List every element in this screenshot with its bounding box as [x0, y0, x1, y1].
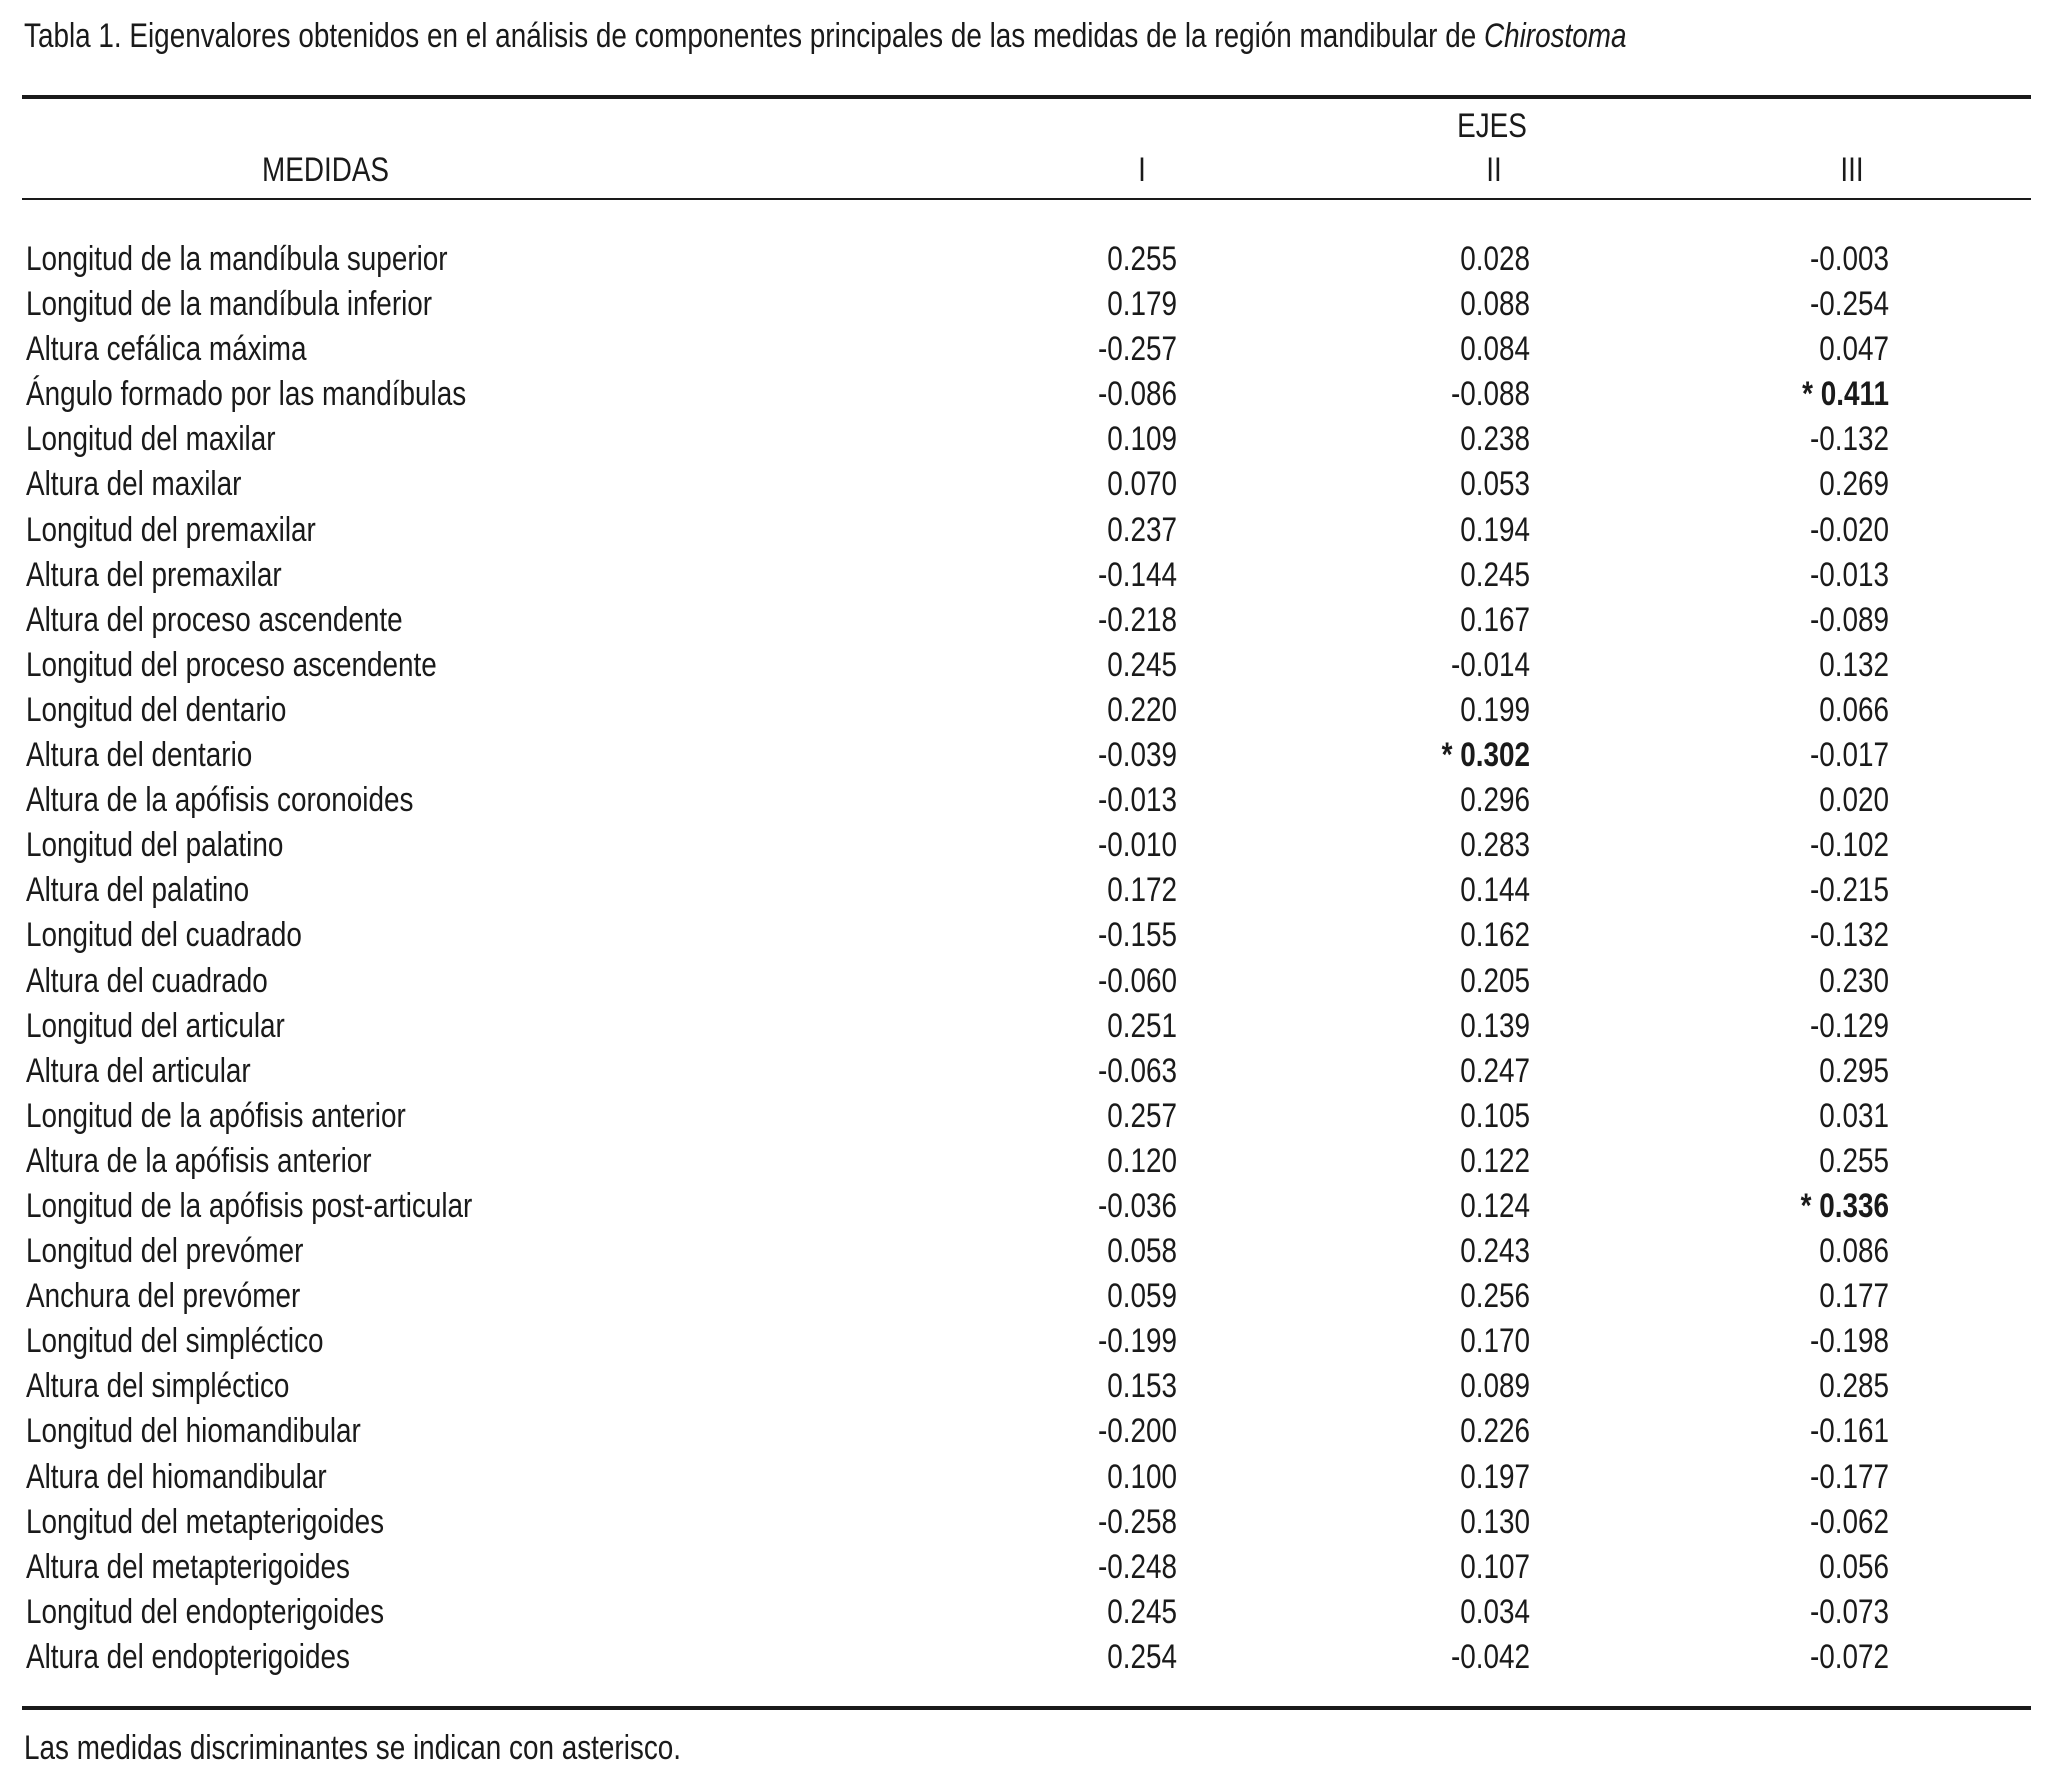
- row-value-axis-3: -0.062: [1809, 1502, 1889, 1541]
- table-row: [0, 733, 2052, 778]
- row-value-axis-2: 0.130: [1460, 1502, 1530, 1541]
- header-axis-1: I: [1138, 151, 1146, 189]
- row-label: Longitud del premaxilar: [26, 510, 316, 549]
- row-value-axis-2: 0.205: [1460, 961, 1530, 1000]
- row-value-axis-2: -0.042: [1450, 1637, 1530, 1676]
- row-value-axis-3: -0.102: [1809, 826, 1889, 865]
- row-value-axis-1: -0.200: [1097, 1412, 1177, 1451]
- table-row: [0, 462, 2052, 507]
- row-label: Longitud del hiomandibular: [26, 1412, 361, 1451]
- row-value-axis-2: 0.162: [1460, 916, 1530, 955]
- row-value-axis-1: -0.218: [1097, 600, 1177, 639]
- row-value-axis-3: -0.132: [1809, 916, 1889, 955]
- row-label: Longitud del palatino: [26, 826, 284, 865]
- table-row: [0, 688, 2052, 733]
- row-value-axis-1: -0.257: [1097, 330, 1177, 369]
- row-value-axis-2: 0.226: [1460, 1412, 1530, 1451]
- row-label: Longitud de la apófisis post-articular: [26, 1186, 473, 1225]
- row-value-axis-3: -0.198: [1809, 1322, 1889, 1361]
- table-row: [0, 1500, 2052, 1545]
- row-value-axis-2: 0.088: [1460, 285, 1530, 324]
- row-value-axis-3: 0.047: [1819, 330, 1889, 369]
- table-row: [0, 959, 2052, 1004]
- row-label: Longitud del prevómer: [26, 1232, 304, 1271]
- table-row: [0, 553, 2052, 598]
- row-label: Longitud del metapterigoides: [26, 1502, 385, 1541]
- row-value-axis-3: * 0.411: [1802, 375, 1889, 414]
- table-row: [0, 868, 2052, 913]
- row-label: Altura del maxilar: [26, 465, 242, 504]
- row-value-axis-2: 0.028: [1460, 240, 1530, 278]
- table-row: [0, 417, 2052, 462]
- row-label: Ángulo formado por las mandíbulas: [26, 375, 467, 414]
- table-row: [0, 1319, 2052, 1364]
- row-value-axis-1: -0.086: [1097, 375, 1177, 414]
- row-value-axis-1: -0.060: [1097, 961, 1177, 1000]
- table-row: [0, 327, 2052, 372]
- bottom-rule: [22, 1706, 2031, 1710]
- row-label: Longitud de la apófisis anterior: [26, 1096, 406, 1135]
- row-value-axis-1: 0.254: [1107, 1637, 1177, 1676]
- table-row: [0, 913, 2052, 958]
- table-caption: [24, 12, 1627, 60]
- table-row: [0, 1635, 2052, 1680]
- row-value-axis-3: 0.255: [1819, 1141, 1889, 1180]
- row-value-axis-3: 0.177: [1819, 1277, 1889, 1316]
- caption-genus: Chirostoma: [1483, 17, 1627, 55]
- table-footnote: Las medidas discriminantes se indican con asterisco.: [24, 1729, 682, 1767]
- row-value-axis-2: 0.283: [1460, 826, 1530, 865]
- row-value-axis-3: -0.177: [1809, 1457, 1889, 1496]
- row-value-axis-2: 0.197: [1460, 1457, 1530, 1496]
- row-value-axis-3: 0.031: [1819, 1096, 1889, 1135]
- row-value-axis-1: 0.120: [1107, 1141, 1177, 1180]
- row-value-axis-2: -0.088: [1450, 375, 1530, 414]
- row-value-axis-2: 0.167: [1460, 600, 1530, 639]
- row-value-axis-2: 0.053: [1460, 465, 1530, 504]
- row-value-axis-3: -0.089: [1809, 600, 1889, 639]
- row-value-axis-2: 0.107: [1460, 1547, 1530, 1586]
- header-rule: [22, 198, 2031, 200]
- row-value-axis-3: -0.215: [1809, 871, 1889, 910]
- row-value-axis-1: 0.251: [1107, 1006, 1177, 1045]
- row-label: Altura del endopterigoides: [26, 1637, 350, 1676]
- row-label: Anchura del prevómer: [26, 1277, 301, 1316]
- row-value-axis-3: 0.230: [1819, 961, 1889, 1000]
- table-body: [0, 237, 2052, 1680]
- row-label: Altura del premaxilar: [26, 555, 282, 594]
- row-label: Altura del proceso ascendente: [26, 600, 403, 639]
- header-axes: EJES: [1457, 107, 1527, 145]
- row-value-axis-1: 0.172: [1107, 871, 1177, 910]
- row-value-axis-3: 0.285: [1819, 1367, 1889, 1406]
- row-value-axis-1: -0.258: [1097, 1502, 1177, 1541]
- row-value-axis-1: 0.100: [1107, 1457, 1177, 1496]
- row-label: Altura del hiomandibular: [26, 1457, 327, 1496]
- table-row: [0, 778, 2052, 823]
- row-value-axis-2: 0.122: [1460, 1141, 1530, 1180]
- row-value-axis-3: -0.129: [1809, 1006, 1889, 1045]
- row-value-axis-2: 0.199: [1460, 690, 1530, 729]
- table-row: [0, 1229, 2052, 1274]
- row-value-axis-3: -0.073: [1809, 1592, 1889, 1631]
- row-value-axis-3: -0.017: [1809, 736, 1889, 775]
- header-axis-2: II: [1486, 151, 1502, 189]
- row-value-axis-3: 0.056: [1819, 1547, 1889, 1586]
- row-value-axis-2: 0.170: [1460, 1322, 1530, 1361]
- row-label: Longitud del simpléctico: [26, 1322, 324, 1361]
- row-value-axis-3: -0.072: [1809, 1637, 1889, 1676]
- row-value-axis-3: 0.132: [1819, 645, 1889, 684]
- row-value-axis-2: 0.124: [1460, 1186, 1530, 1225]
- row-value-axis-3: 0.066: [1819, 690, 1889, 729]
- table-row: [0, 508, 2052, 553]
- table-row: [0, 1049, 2052, 1094]
- row-label: Longitud del articular: [26, 1006, 285, 1045]
- row-label: Longitud del endopterigoides: [26, 1592, 385, 1631]
- row-label: Longitud del proceso ascendente: [26, 645, 437, 684]
- row-value-axis-3: -0.132: [1809, 420, 1889, 459]
- row-value-axis-1: 0.179: [1107, 285, 1177, 324]
- row-value-axis-1: -0.063: [1097, 1051, 1177, 1090]
- row-label: Longitud del maxilar: [26, 420, 276, 459]
- row-value-axis-2: 0.034: [1460, 1592, 1530, 1631]
- row-label: Longitud de la mandíbula superior: [26, 240, 448, 278]
- row-label: Altura del dentario: [26, 736, 253, 775]
- row-value-axis-1: -0.039: [1097, 736, 1177, 775]
- row-value-axis-1: 0.059: [1107, 1277, 1177, 1316]
- table-row: [0, 1364, 2052, 1409]
- table-row: [0, 1274, 2052, 1319]
- table-row: [0, 1094, 2052, 1139]
- top-rule: [22, 95, 2031, 99]
- caption-text: Tabla 1. Eigenvalores obtenidos en el análisis de componentes principales de las medidas de la región mandibular de: [24, 17, 1484, 55]
- row-label: Longitud del cuadrado: [26, 916, 302, 955]
- row-value-axis-1: -0.036: [1097, 1186, 1177, 1225]
- row-label: Altura del palatino: [26, 871, 250, 910]
- row-value-axis-2: 0.247: [1460, 1051, 1530, 1090]
- row-value-axis-3: -0.254: [1809, 285, 1889, 324]
- row-value-axis-1: 0.153: [1107, 1367, 1177, 1406]
- row-value-axis-2: 0.243: [1460, 1232, 1530, 1271]
- row-value-axis-1: 0.245: [1107, 1592, 1177, 1631]
- row-value-axis-3: * 0.336: [1800, 1186, 1889, 1225]
- table-row: [0, 1590, 2052, 1635]
- row-value-axis-2: 0.256: [1460, 1277, 1530, 1316]
- row-value-axis-2: 0.139: [1460, 1006, 1530, 1045]
- table-row: [0, 1004, 2052, 1049]
- header-axis-3: III: [1840, 151, 1864, 189]
- header-measures: MEDIDAS: [262, 151, 390, 189]
- row-label: Altura de la apófisis coronoides: [26, 781, 414, 820]
- row-value-axis-2: -0.014: [1450, 645, 1530, 684]
- row-value-axis-2: 0.238: [1460, 420, 1530, 459]
- row-label: Longitud del dentario: [26, 690, 287, 729]
- row-value-axis-3: 0.295: [1819, 1051, 1889, 1090]
- table-row: [0, 237, 2052, 282]
- table-row: [0, 1409, 2052, 1454]
- row-value-axis-2: 0.084: [1460, 330, 1530, 369]
- row-value-axis-3: 0.269: [1819, 465, 1889, 504]
- row-label: Altura del metapterigoides: [26, 1547, 350, 1586]
- row-value-axis-1: 0.070: [1107, 465, 1177, 504]
- row-label: Altura del articular: [26, 1051, 251, 1090]
- row-value-axis-1: -0.248: [1097, 1547, 1177, 1586]
- row-value-axis-1: -0.010: [1097, 826, 1177, 865]
- row-value-axis-1: -0.013: [1097, 781, 1177, 820]
- row-label: Altura del simpléctico: [26, 1367, 290, 1406]
- row-value-axis-1: -0.199: [1097, 1322, 1177, 1361]
- row-value-axis-3: 0.020: [1819, 781, 1889, 820]
- row-value-axis-2: 0.144: [1460, 871, 1530, 910]
- row-value-axis-3: -0.161: [1809, 1412, 1889, 1451]
- row-value-axis-1: 0.220: [1107, 690, 1177, 729]
- table-row: [0, 372, 2052, 417]
- table-row: [0, 282, 2052, 327]
- table-row: [0, 1455, 2052, 1500]
- table-row: [0, 1184, 2052, 1229]
- row-value-axis-1: 0.237: [1107, 510, 1177, 549]
- table-row: [0, 1139, 2052, 1184]
- row-value-axis-1: 0.058: [1107, 1232, 1177, 1271]
- row-value-axis-1: 0.109: [1107, 420, 1177, 459]
- row-value-axis-1: 0.245: [1107, 645, 1177, 684]
- row-value-axis-2: 0.194: [1460, 510, 1530, 549]
- row-value-axis-3: -0.020: [1809, 510, 1889, 549]
- table-row: [0, 643, 2052, 688]
- row-value-axis-2: 0.089: [1460, 1367, 1530, 1406]
- row-value-axis-3: 0.086: [1819, 1232, 1889, 1271]
- row-value-axis-2: 0.296: [1460, 781, 1530, 820]
- row-value-axis-1: -0.144: [1097, 555, 1177, 594]
- row-value-axis-1: 0.255: [1107, 240, 1177, 278]
- row-value-axis-1: -0.155: [1097, 916, 1177, 955]
- table-row: [0, 598, 2052, 643]
- row-value-axis-3: -0.003: [1809, 240, 1889, 278]
- row-value-axis-1: 0.257: [1107, 1096, 1177, 1135]
- row-label: Altura de la apófisis anterior: [26, 1141, 372, 1180]
- row-label: Altura cefálica máxima: [26, 330, 307, 369]
- row-value-axis-2: 0.105: [1460, 1096, 1530, 1135]
- table-row: [0, 1545, 2052, 1590]
- row-value-axis-3: -0.013: [1809, 555, 1889, 594]
- row-value-axis-2: * 0.302: [1441, 736, 1530, 775]
- row-label: Longitud de la mandíbula inferior: [26, 285, 433, 324]
- row-label: Altura del cuadrado: [26, 961, 268, 1000]
- table-row: [0, 823, 2052, 868]
- row-value-axis-2: 0.245: [1460, 555, 1530, 594]
